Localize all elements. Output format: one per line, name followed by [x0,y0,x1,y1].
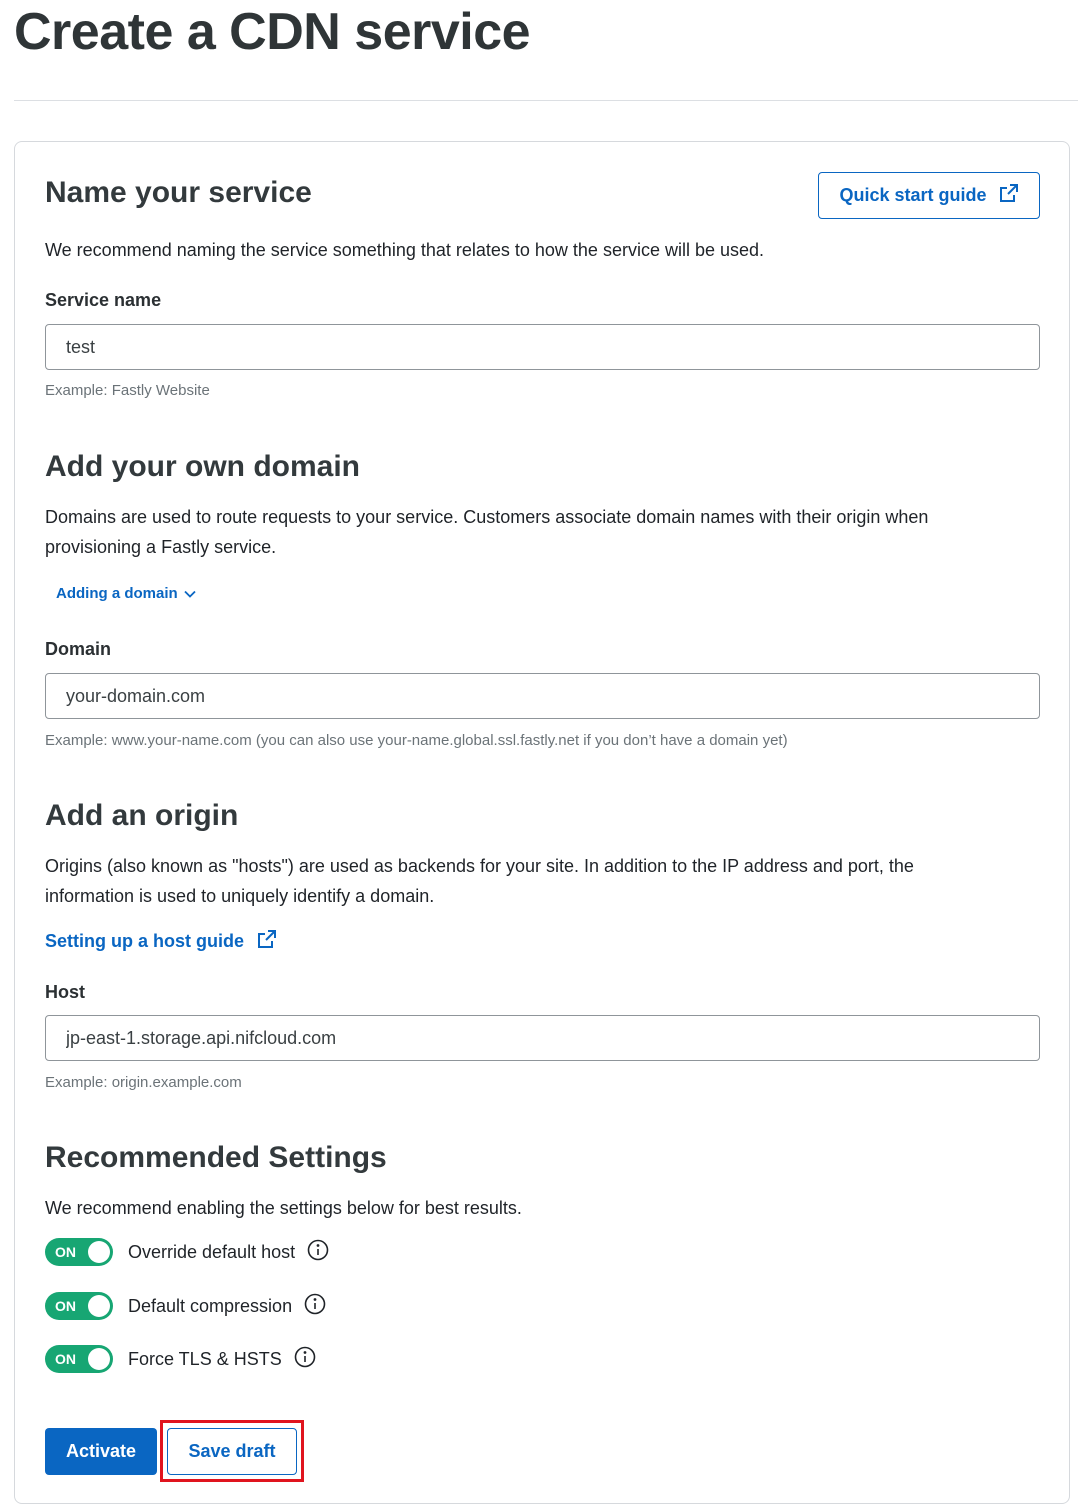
page-title: Create a CDN service [14,3,531,61]
host-input[interactable] [45,1015,1040,1061]
activate-button-label: Activate [65,1441,137,1461]
setting-default-compression [45,1291,326,1321]
host-label: Host [45,982,85,1002]
toggle-knob [88,1295,110,1317]
name-section-description: We recommend naming the service something that relates to how the service will be used. [45,240,765,260]
override-default-host-toggle[interactable] [45,1238,113,1266]
toggle-state-label: ON [55,1351,76,1367]
setting-force-tls-hsts [45,1344,316,1374]
host-guide-link[interactable] [45,929,277,954]
info-icon[interactable] [304,1293,326,1320]
host-hint: Example: origin.example.com [45,1074,242,1091]
title-divider [14,100,1078,101]
save-draft-highlight [160,1420,304,1482]
default-compression-label: Default compression [128,1295,293,1316]
origin-description-line2: information is used to uniquely identify a domain. [45,886,435,906]
override-default-host-label: Override default host [128,1241,296,1262]
domain-section-heading: Add your own domain [45,450,360,483]
toggle-state-label: ON [55,1298,76,1314]
default-compression-toggle[interactable] [45,1292,113,1320]
force-tls-hsts-label: Force TLS & HSTS [128,1348,282,1369]
toggle-knob [88,1348,110,1370]
info-icon[interactable] [294,1346,316,1373]
toggle-state-label: ON [55,1244,76,1260]
domain-input[interactable] [45,673,1040,719]
force-tls-hsts-toggle[interactable] [45,1345,113,1373]
external-link-icon [257,929,277,954]
service-form-card [14,141,1070,1504]
activate-button[interactable] [45,1428,157,1475]
domain-description-line2: provisioning a Fastly service. [45,537,277,557]
save-draft-button-label: Save draft [188,1441,276,1461]
quick-start-guide-button[interactable] [818,172,1040,219]
host-guide-label: Setting up a host guide [45,931,244,951]
service-name-label: Service name [45,290,162,310]
service-name-input[interactable] [45,324,1040,370]
domain-label: Domain [45,639,112,659]
toggle-knob [88,1241,110,1263]
name-section-heading: Name your service [45,176,312,209]
adding-a-domain-toggle[interactable] [56,585,196,602]
quick-start-guide-label: Quick start guide [839,185,987,205]
service-name-hint: Example: Fastly Website [45,382,210,399]
setting-override-default-host [45,1237,329,1267]
settings-description: We recommend enabling the settings below for best results. [45,1198,522,1218]
domain-description-line1: Domains are used to route requests to your service. Customers associate domain names with their origin when [45,507,929,527]
settings-section-heading: Recommended Settings [45,1141,387,1174]
adding-a-domain-label: Adding a domain [56,585,178,602]
chevron-down-icon [184,585,196,602]
external-link-icon [999,183,1019,208]
info-icon[interactable] [307,1239,329,1266]
origin-section-heading: Add an origin [45,799,239,832]
origin-description-line1: Origins (also known as "hosts") are used as backends for your site. In addition to the IP address and port, the [45,856,914,876]
domain-hint: Example: www.your-name.com (you can also use your-name.global.ssl.fastly.net if you don’t have a domain yet) [45,732,788,749]
